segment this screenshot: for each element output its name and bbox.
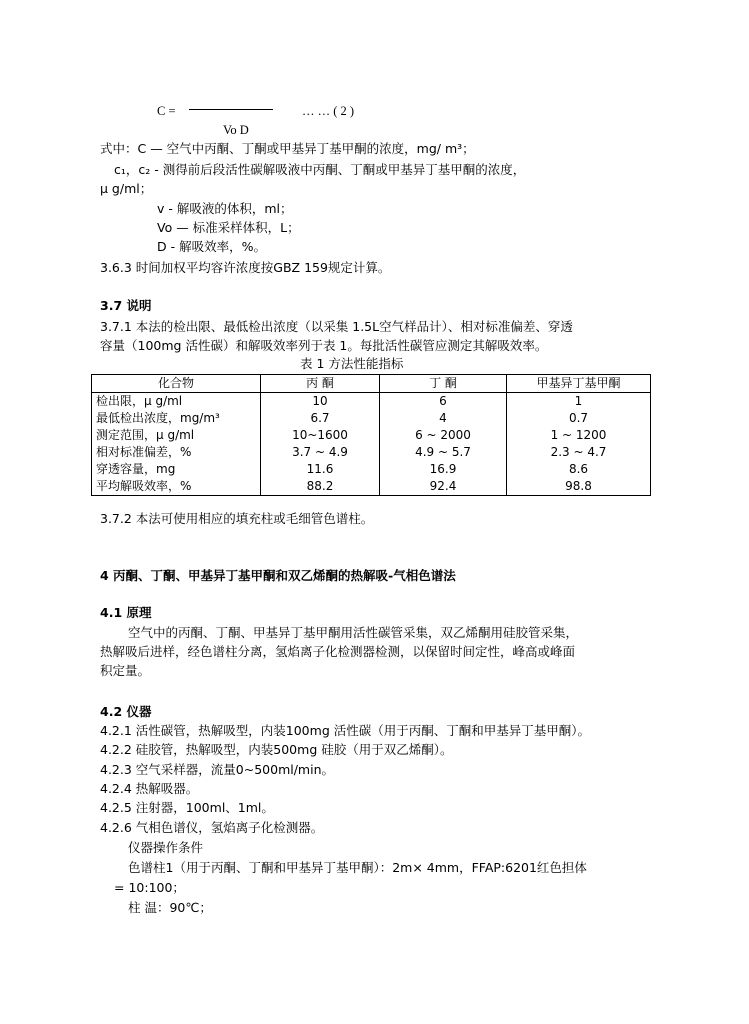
table-cell: 92.4: [380, 478, 507, 496]
section-3-6-3: 3.6.3 时间加权平均容许浓度按GBZ 159规定计算。: [100, 260, 391, 275]
table-cell: 98.8: [507, 478, 651, 496]
def-c: 式中：C — 空气中丙酮、丁酮或甲基异丁基甲酮的浓度，mg/ m³；: [100, 141, 475, 156]
list-item: 4.2.2 硅胶管，热解吸型，内装500mg 硅胶（用于双乙烯酮）。: [100, 742, 453, 757]
table-cell: 6: [380, 393, 507, 411]
table-header: 甲基异丁基甲酮: [507, 375, 651, 393]
column-line2: = 10:100；: [114, 880, 185, 895]
section-4-1-heading: 4.1 原理: [100, 605, 152, 620]
table-cell: 最低检出浓度，mg/m³: [92, 410, 261, 427]
table-row: [92, 427, 651, 444]
table-cell: 相对标准偏差，%: [92, 444, 261, 461]
list-item: 4.2.4 热解吸器。: [100, 781, 199, 796]
performance-table: [91, 374, 651, 496]
equation-number: … … ( 2 ): [302, 104, 355, 118]
table-header: 丙 酮: [261, 375, 380, 393]
list-item: 4.2.3 空气采样器，流量0~500ml/min。: [100, 762, 334, 777]
column-line1: 色谱柱1（用于丙酮、丁酮和甲基异丁基甲酮）：2m× 4mm，FFAP:6201红色担体: [128, 860, 587, 875]
table-cell: 88.2: [261, 478, 380, 496]
table-cell: 3.7 ~ 4.9: [261, 444, 380, 461]
section-4-1-line3: 积定量。: [100, 663, 151, 678]
table-cell: 11.6: [261, 461, 380, 478]
table-cell: 4: [380, 410, 507, 427]
table-row: [92, 478, 651, 496]
operating-conditions-heading: 仪器操作条件: [128, 840, 204, 855]
table-header: 化合物: [92, 375, 261, 393]
table-header-row: [92, 375, 651, 393]
table-row: [92, 393, 651, 411]
table-cell: 测定范围，μ g/ml: [92, 427, 261, 444]
table-cell: 2.3 ~ 4.7: [507, 444, 651, 461]
section-4-2-heading: 4.2 仪器: [100, 704, 152, 719]
def-v: v - 解吸液的体积，ml；: [157, 201, 293, 216]
list-item: 4.2.1 活性碳管，热解吸型，内装100mg 活性碳（用于丙酮、丁酮和甲基异丁基甲酮）。: [100, 723, 590, 738]
fraction-bar: [189, 109, 273, 110]
table-row: [92, 410, 651, 427]
table-cell: 8.6: [507, 461, 651, 478]
section-3-7-1-line2: 容量（100mg 活性碳）和解吸效率列于表 1。每批活性碳管应测定其解吸效率。: [100, 338, 548, 353]
list-item: 4.2.5 注射器，100ml、1ml。: [100, 800, 274, 815]
table-cell: 检出限，μ g/ml: [92, 393, 261, 411]
table-row: [92, 444, 651, 461]
formula-denominator: Vo D: [223, 123, 249, 137]
def-d: D - 解吸效率，%。: [157, 239, 266, 254]
formula-lhs: C =: [157, 104, 176, 118]
section-3-7-2: 3.7.2 本法可使用相应的填充柱或毛细管色谱柱。: [100, 511, 374, 526]
section-4-heading: 4 丙酮、丁酮、甲基异丁基甲酮和双乙烯酮的热解吸-气相色谱法: [100, 568, 456, 583]
section-3-7-1-line1: 3.7.1 本法的检出限、最低检出浓度（以采集 1.5L空气样品计）、相对标准偏差、穿透: [100, 319, 573, 334]
table-cell: 10~1600: [261, 427, 380, 444]
table-cell: 6 ~ 2000: [380, 427, 507, 444]
table-cell: 1 ~ 1200: [507, 427, 651, 444]
section-4-1-line2: 热解吸后进样，经色谱柱分离，氢焰离子化检测器检测，以保留时间定性，峰高或峰面: [100, 644, 576, 659]
table-caption: 表 1 方法性能指标: [300, 356, 404, 371]
table-cell: 穿透容量，mg: [92, 461, 261, 478]
table-cell: 4.9 ~ 5.7: [380, 444, 507, 461]
table-cell: 平均解吸效率，%: [92, 478, 261, 496]
section-3-7-heading: 3.7 说明: [100, 298, 152, 313]
column-temp-line: 柱 温：90℃；: [128, 900, 212, 915]
table-cell: 16.9: [380, 461, 507, 478]
def-vo: Vo — 标准采样体积，L；: [157, 220, 300, 235]
table-cell: 0.7: [507, 410, 651, 427]
table-row: [92, 461, 651, 478]
table-cell: 1: [507, 393, 651, 411]
section-4-1-line1: 空气中的丙酮、丁酮、甲基异丁基甲酮用活性碳管采集，双乙烯酮用硅胶管采集，: [128, 625, 579, 640]
table-cell: 6.7: [261, 410, 380, 427]
table-cell: 10: [261, 393, 380, 411]
table-header: 丁 酮: [380, 375, 507, 393]
list-item: 4.2.6 气相色谱仪，氢焰离子化检测器。: [100, 820, 324, 835]
def-c1c2: c₁，c₂ - 测得前后段活性碳解吸液中丙酮、丁酮或甲基异丁基甲酮的浓度，: [114, 162, 526, 177]
def-c1c2-unit: μ g/ml；: [100, 181, 153, 196]
